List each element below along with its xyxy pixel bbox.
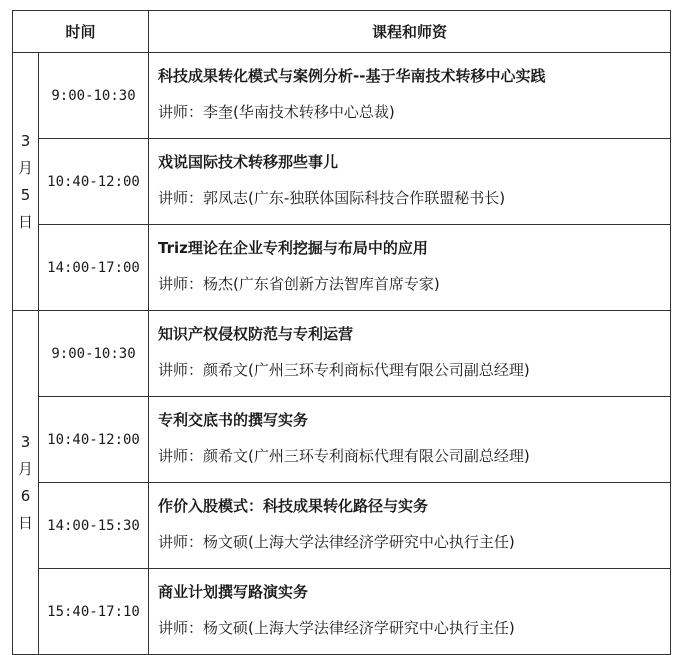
course-speaker: 讲师：李奎(华南技术转移中心总裁) [158,103,395,121]
date-char: 月 [17,459,33,478]
table-row [13,483,671,569]
date-char: 5 [20,185,31,204]
schedule-table [12,10,671,655]
date-char: 3 [20,432,31,451]
session-time: 10:40-12:00 [39,397,149,483]
course-speaker: 讲师：颜希文(广州三环专利商标代理有限公司副总经理) [158,447,530,465]
course-cell [149,569,671,655]
session-time: 10:40-12:00 [39,139,149,225]
course-title: Triz理论在企业专利挖掘与布局中的应用 [158,239,428,257]
course-title: 专利交底书的撰写实务 [158,411,309,429]
course-title: 科技成果转化模式与案例分析--基于华南技术转移中心实践 [158,67,546,85]
session-time: 15:40-17:10 [39,569,149,655]
date-char: 月 [17,158,33,177]
course-speaker: 讲师：杨杰(广东省创新方法智库首席专家) [158,275,440,293]
date-char: 日 [17,212,33,231]
date-char: 3 [20,131,31,150]
time-column-header: 时间 [13,11,149,53]
date-cell-day-1 [13,53,39,311]
course-cell [149,311,671,397]
course-title: 戏说国际技术转移那些事儿 [158,153,339,171]
course-cell [149,397,671,483]
table-header-row [13,11,671,53]
date-char: 6 [20,486,31,505]
course-cell [149,483,671,569]
table-row [13,53,671,139]
course-cell [149,53,671,139]
session-time: 9:00-10:30 [39,53,149,139]
session-time: 14:00-17:00 [39,225,149,311]
course-cell [149,225,671,311]
course-speaker: 讲师：颜希文(广州三环专利商标代理有限公司副总经理) [158,361,530,379]
date-char: 日 [17,513,33,532]
course-title: 知识产权侵权防范与专利运营 [158,325,354,343]
course-title: 商业计划撰写路演实务 [158,583,309,601]
course-cell [149,139,671,225]
table-row [13,397,671,483]
course-title: 作价入股模式：科技成果转化路径与实务 [158,497,429,515]
date-cell-day-2 [13,311,39,655]
course-speaker: 讲师：杨文硕(上海大学法律经济学研究中心执行主任) [158,533,515,551]
course-column-header: 课程和师资 [149,11,671,53]
session-time: 9:00-10:30 [39,311,149,397]
session-time: 14:00-15:30 [39,483,149,569]
table-row [13,139,671,225]
table-row [13,311,671,397]
table-row [13,569,671,655]
table-row [13,225,671,311]
course-speaker: 讲师：杨文硕(上海大学法律经济学研究中心执行主任) [158,619,515,637]
course-speaker: 讲师：郭凤志(广东-独联体国际科技合作联盟秘书长) [158,189,506,207]
